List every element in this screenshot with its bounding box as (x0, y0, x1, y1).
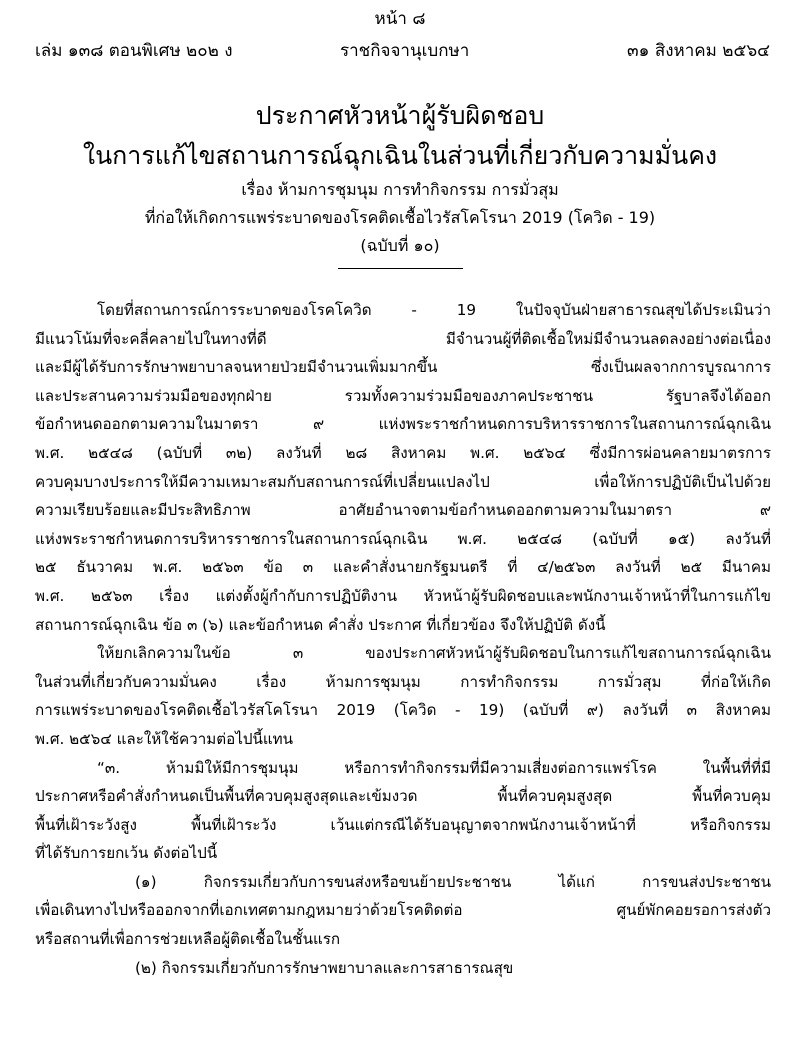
running-header (35, 38, 770, 64)
body-line: พ.ศ. ๒๕๔๘ (ฉบับที่ ๓๒) ลงวันที่ ๒๘ สิงหาคม พ.ศ. ๒๕๖๔ ซึ่งมีการผ่อนคลายมาตรการ (35, 443, 771, 462)
body-line: และประสานความร่วมมือของทุกฝ่าย รวมทั้งความร่วมมือของภาคประชาชน รัฐบาลจึงได้ออก (35, 386, 771, 405)
announcement-title-block (0, 96, 800, 269)
body-line: เพื่อเดินทางไปหรือออกจากที่เอกเทศตามกฎหมายว่าด้วยโรคติดต่อ ศูนย์พักคอยรอการส่งตัว (35, 901, 771, 920)
body-line: ควบคุมบางประการให้มีความเหมาะสมกับสถานการณ์ที่เปลี่ยนแปลงไป เพื่อให้การปฏิบัติเป็นไปด้วย (35, 472, 771, 491)
body-line: การแพร่ระบาดของโรคติดเชื้อไวรัสโคโรนา 2019 (โควิด - 19) (ฉบับที่ ๙) ลงวันที่ ๓ สิงหาคม (35, 701, 771, 720)
body-line: (๒) กิจกรรมเกี่ยวกับการรักษาพยาบาลและการสาธารณสุข (135, 958, 514, 977)
body-line: ข้อกำหนดออกตามความในมาตรา ๙ แห่งพระราชกำหนดการบริหารราชการในสถานการณ์ฉุกเฉิน (35, 415, 771, 434)
subject-line-2: ที่ก่อให้เกิดการแพร่ระบาดของโรคติดเชื้อไวรัสโคโรนา 2019 (โควิด - 19) (144, 208, 656, 227)
body-line: และมีผู้ได้รับการรักษาพยาบาลจนหายป่วยมีจำนวนเพิ่มมากขึ้น ซึ่งเป็นผลจากการบูรณาการ (35, 358, 771, 377)
title-divider (338, 268, 463, 269)
volume-info: เล่ม ๑๓๘ ตอนพิเศษ ๒๐๒ ง (35, 41, 233, 61)
edition-number: (ฉบับที่ ๑๐) (360, 236, 440, 255)
body-line: พื้นที่เฝ้าระวังสูง พื้นที่เฝ้าระวัง เว้นแต่กรณีได้รับอนุญาตจากพนักงานเจ้าหน้าที่ หรือกิจกรรม (35, 815, 771, 834)
body-line: ให้ยกเลิกความในข้อ ๓ ของประกาศหัวหน้าผู้รับผิดชอบในการแก้ไขสถานการณ์ฉุกเฉิน (97, 644, 771, 663)
body-line: มีแนวโน้มที่จะคลี่คลายไปในทางที่ดี มีจำนวนผู้ที่ติดเชื้อใหม่มีจำนวนลดลงอย่างต่อเนื่อง (35, 329, 771, 348)
body-line: ประกาศหรือคำสั่งกำหนดเป็นพื้นที่ควบคุมสูงสุดและเข้มงวด พื้นที่ควบคุมสูงสุด พื้นที่ควบคุม (35, 787, 771, 806)
body-line: ในส่วนที่เกี่ยวกับความมั่นคง เรื่อง ห้ามการชุมนุม การทำกิจกรรม การมั่วสุม ที่ก่อให้เกิด (35, 672, 771, 691)
body-line: ความเรียบร้อยและมีประสิทธิภาพ อาศัยอำนาจตามข้อกำหนดออกตามความในมาตรา ๙ (35, 501, 771, 520)
body-line: (๑) กิจกรรมเกี่ยวกับการขนส่งหรือขนย้ายประชาชน ได้แก่ การขนส่งประชาชน (135, 872, 771, 891)
title-line-2: ในการแก้ไขสถานการณ์ฉุกเฉินในส่วนที่เกี่ยวกับความมั่นคง (82, 141, 718, 170)
title-line-1: ประกาศหัวหน้าผู้รับผิดชอบ (255, 101, 545, 130)
body-line: ที่ได้รับการยกเว้น ดังต่อไปนี้ (35, 844, 218, 863)
announcement-body (35, 296, 771, 982)
body-line: พ.ศ. ๒๕๖๓ เรื่อง แต่งตั้งผู้กำกับการปฏิบัติงาน หัวหน้าผู้รับผิดชอบและพนักงานเจ้าหน้าที่ในการแก้ไข (35, 586, 771, 605)
body-line: ๒๕ ธันวาคม พ.ศ. ๒๕๖๓ ข้อ ๓ และคำสั่งนายกรัฐมนตรี ที่ ๔/๒๕๖๓ ลงวันที่ ๒๕ มีนาคม (35, 558, 771, 577)
body-line: สถานการณ์ฉุกเฉิน ข้อ ๓ (๖) และข้อกำหนด คำสั่ง ประกาศ ที่เกี่ยวข้อง จึงให้ปฏิบัติ ดังนี้ (35, 615, 606, 634)
publication-date: ๓๑ สิงหาคม ๒๕๖๔ (627, 41, 770, 61)
body-line: โดยที่สถานการณ์การระบาดของโรคโควิด - 19 ในปัจจุบันฝ่ายสาธารณสุขได้ประเมินว่า (97, 301, 771, 319)
body-line: หรือสถานที่เพื่อการช่วยเหลือผู้ติดเชื้อในชั้นแรก (35, 930, 341, 949)
body-line: พ.ศ. ๒๕๖๔ และให้ใช้ความต่อไปนี้แทน (35, 729, 294, 748)
publication-name: ราชกิจจานุเบกษา (340, 41, 470, 61)
body-line: “๓. ห้ามมิให้มีการชุมนุม หรือการทำกิจกรรมที่มีความเสี่ยงต่อการแพร่โรค ในพื้นที่ที่มี (97, 758, 771, 777)
body-line: แห่งพระราชกำหนดการบริหารราชการในสถานการณ์ฉุกเฉิน พ.ศ. ๒๕๔๘ (ฉบับที่ ๑๕) ลงวันที่ (35, 529, 771, 548)
subject-line-1: เรื่อง ห้ามการชุมนุม การทำกิจกรรม การมั่วสุม (241, 180, 559, 199)
page-number: หน้า ๘ (374, 9, 426, 29)
